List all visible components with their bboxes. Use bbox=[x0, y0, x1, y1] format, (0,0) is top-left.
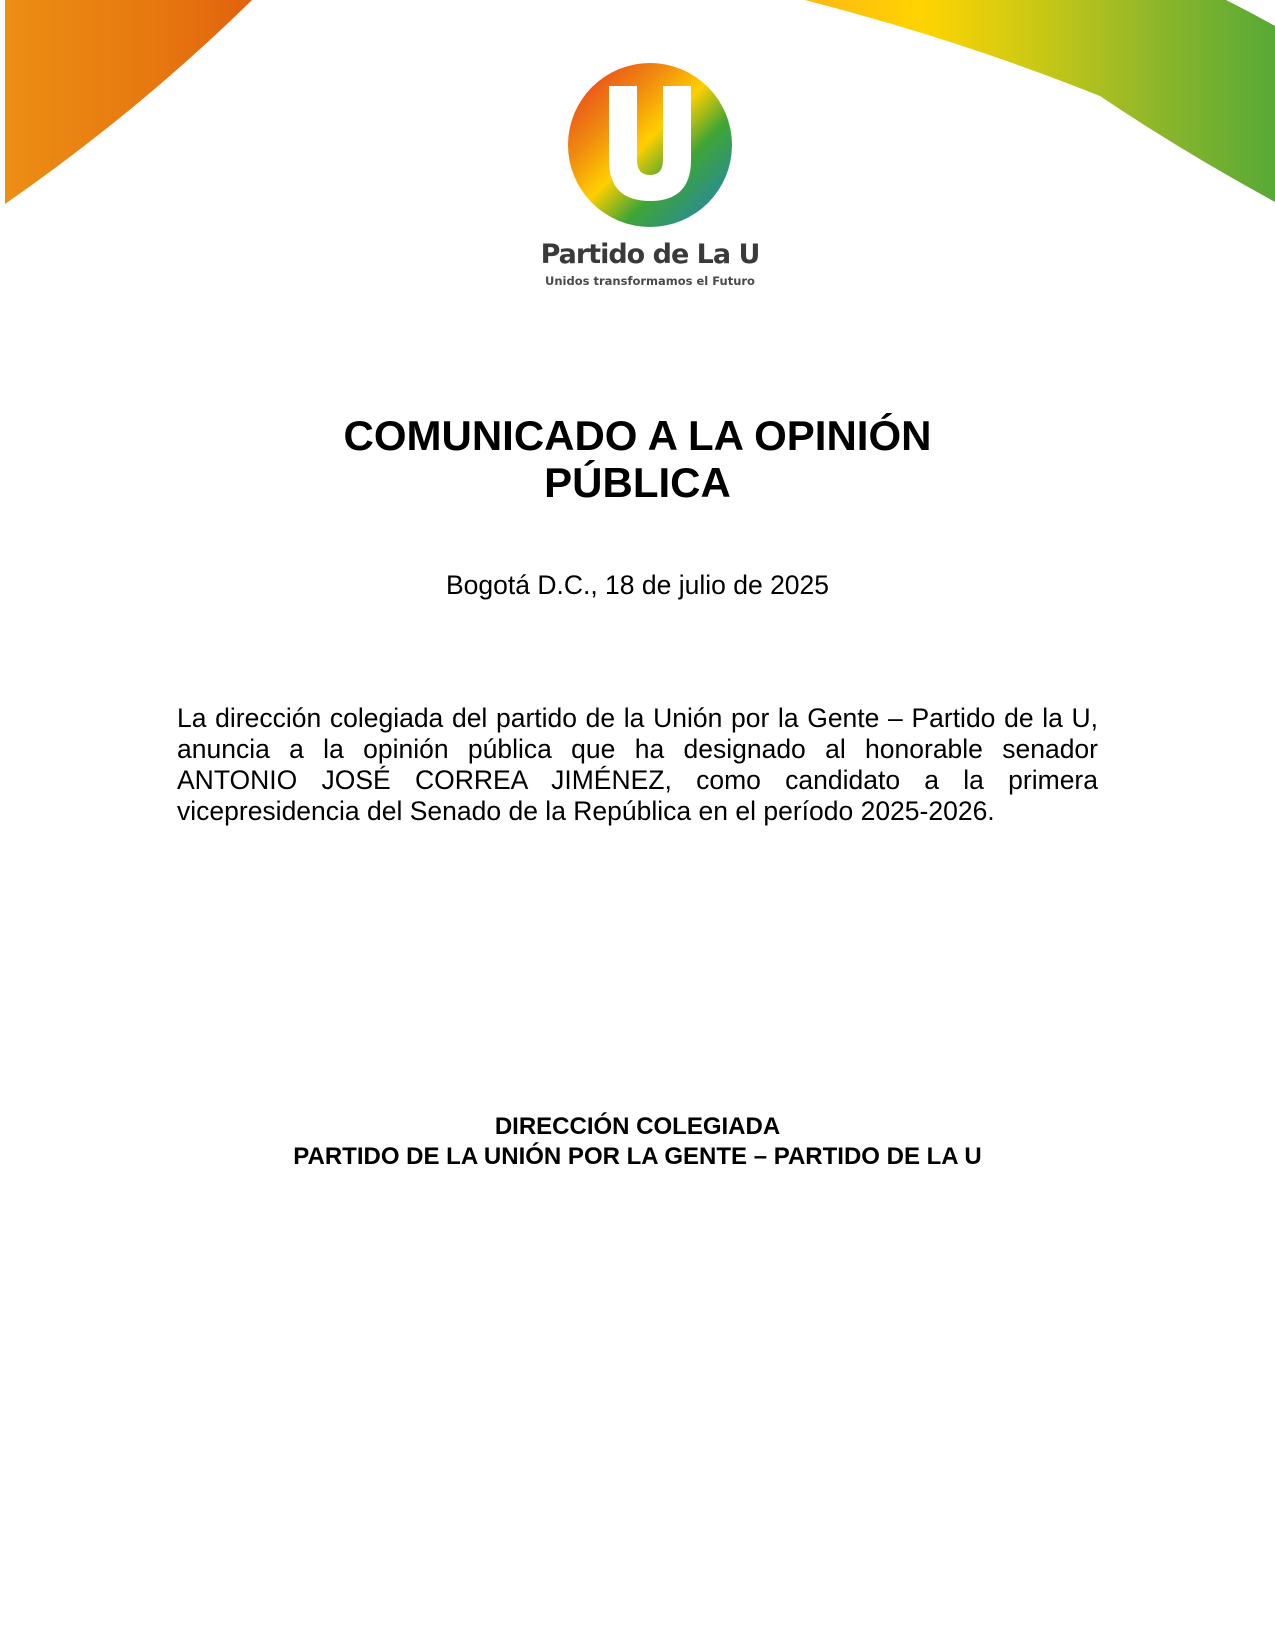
page-title bbox=[0, 412, 1275, 506]
orange-swoosh bbox=[5, 0, 252, 204]
signature-block bbox=[0, 1112, 1275, 1171]
signature-line-2: PARTIDO DE LA UNIÓN POR LA GENTE – PARTIDO DE LA U bbox=[293, 1142, 982, 1170]
party-u-logo-icon bbox=[567, 62, 733, 228]
logo-tagline: Unidos transformamos el Futuro bbox=[545, 274, 755, 288]
body-paragraph: La dirección colegiada del partido de la Unión por la Gente – Partido de la U, anuncia a la opinión pública que ha designado al honorable senador ANTONIO JOSÉ CORREA JIMÉNEZ, como candidato a la primera vicepresidencia del Senado de la República en el período 2025-2026. bbox=[177, 703, 1098, 826]
title-line-1: COMUNICADO A LA OPINIÓN bbox=[343, 412, 932, 459]
yellow-green-swoosh bbox=[805, 0, 1275, 202]
signature-line-1: DIRECCIÓN COLEGIADA bbox=[494, 1113, 781, 1140]
title-line-2: PÚBLICA bbox=[544, 459, 731, 506]
logo-name: Partido de La U bbox=[540, 239, 760, 270]
party-logo bbox=[520, 56, 780, 296]
place-date: Bogotá D.C., 18 de julio de 2025 bbox=[445, 570, 830, 600]
